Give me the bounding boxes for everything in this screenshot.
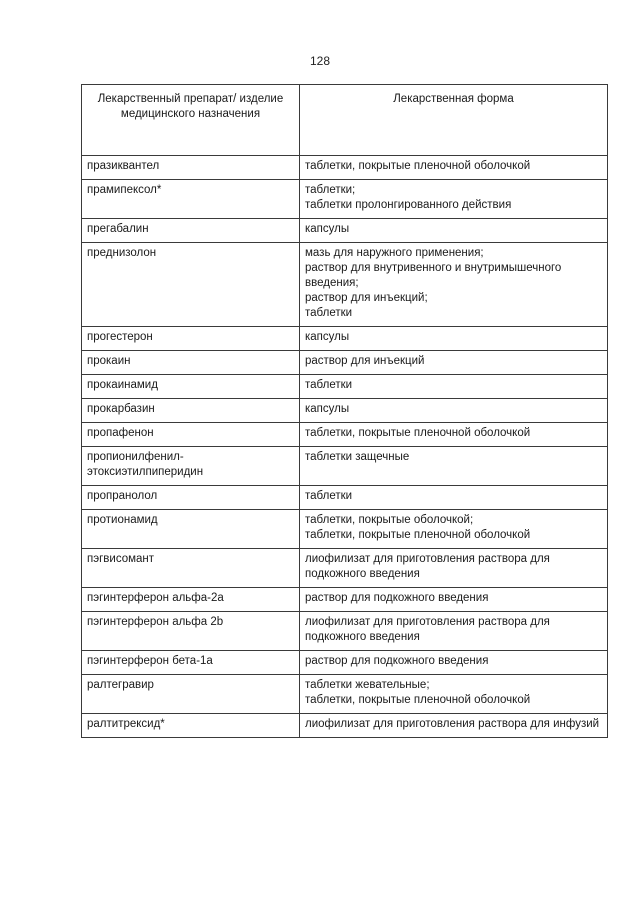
table-row [82, 612, 608, 651]
dosage-form-cell [300, 219, 608, 243]
table-row [82, 351, 608, 375]
dosage-form-cell [300, 714, 608, 738]
header-form: Лекарственная форма [300, 85, 608, 156]
dosage-form-line: таблетки, покрытые пленочной оболочкой [305, 694, 531, 706]
dosage-form-line: таблетки, покрытые пленочной оболочкой [305, 529, 531, 541]
drug-name-cell: ралтитрексид* [82, 714, 300, 738]
table-row [82, 327, 608, 351]
dosage-form-line: таблетки, покрытые пленочной оболочкой [305, 427, 531, 439]
dosage-form-cell [300, 351, 608, 375]
table-body [82, 156, 608, 738]
dosage-form-cell [300, 327, 608, 351]
dosage-form-line: раствор для инъекций [305, 355, 425, 367]
drug-name-cell: ралтегравир [82, 675, 300, 714]
dosage-form-cell [300, 375, 608, 399]
dosage-form-line: раствор для инъекций; [305, 292, 428, 304]
dosage-form-cell [300, 549, 608, 588]
dosage-form-line: лиофилизат для приготовления раствора для подкожного введения [305, 616, 550, 643]
dosage-form-cell [300, 243, 608, 327]
dosage-form-line: капсулы [305, 331, 350, 343]
dosage-form-line: раствор для внутривенного и внутримышечного введения; [305, 262, 562, 289]
header-drug: Лекарственный препарат/ изделие медицинского назначения [82, 85, 300, 156]
dosage-form-line: раствор для подкожного введения [305, 592, 489, 604]
drug-form-table [81, 84, 608, 738]
drug-name-cell: пэгинтерферон бета-1а [82, 651, 300, 675]
drug-name-cell: преднизолон [82, 243, 300, 327]
table-row [82, 219, 608, 243]
table-row [82, 714, 608, 738]
dosage-form-cell [300, 486, 608, 510]
dosage-form-line: лиофилизат для приготовления раствора для подкожного введения [305, 553, 550, 580]
dosage-form-cell [300, 156, 608, 180]
table-row [82, 549, 608, 588]
drug-name-cell: прамипексол* [82, 180, 300, 219]
dosage-form-line: таблетки [305, 307, 353, 319]
drug-name-cell: прокаинамид [82, 375, 300, 399]
drug-name-cell: пропранолол [82, 486, 300, 510]
table-row [82, 423, 608, 447]
table-header-row [82, 85, 608, 156]
dosage-form-cell [300, 612, 608, 651]
table-row [82, 180, 608, 219]
drug-name-cell: протионамид [82, 510, 300, 549]
dosage-form-line: таблетки, покрытые пленочной оболочкой [305, 160, 531, 172]
dosage-form-cell [300, 447, 608, 486]
dosage-form-line: таблетки [305, 490, 353, 502]
dosage-form-line: капсулы [305, 223, 350, 235]
table-row [82, 588, 608, 612]
drug-name-cell: празиквантел [82, 156, 300, 180]
table-row [82, 375, 608, 399]
drug-name-cell: прогестерон [82, 327, 300, 351]
drug-name-cell: пэгвисомант [82, 549, 300, 588]
dosage-form-cell [300, 510, 608, 549]
drug-name-cell: пэгинтерферон альфа 2b [82, 612, 300, 651]
dosage-form-line: капсулы [305, 403, 350, 415]
dosage-form-cell [300, 651, 608, 675]
table-row [82, 675, 608, 714]
dosage-form-line: таблетки жевательные; [305, 679, 430, 691]
dosage-form-cell [300, 399, 608, 423]
dosage-form-line: таблетки; [305, 184, 356, 196]
dosage-form-line: мазь для наружного применения; [305, 247, 484, 259]
dosage-form-cell [300, 423, 608, 447]
table-row [82, 447, 608, 486]
table-row [82, 243, 608, 327]
dosage-form-cell [300, 588, 608, 612]
dosage-form-line: лиофилизат для приготовления раствора для инфузий [305, 718, 600, 730]
dosage-form-line: таблетки, покрытые оболочкой; [305, 514, 474, 526]
drug-name-cell: прокарбазин [82, 399, 300, 423]
dosage-form-line: раствор для подкожного введения [305, 655, 489, 667]
drug-name-cell: пропафенон [82, 423, 300, 447]
drug-name-cell: пропионилфенил-этоксиэтилпиперидин [82, 447, 300, 486]
dosage-form-cell [300, 180, 608, 219]
table-row [82, 399, 608, 423]
table-row [82, 651, 608, 675]
table-row [82, 486, 608, 510]
table-row [82, 156, 608, 180]
dosage-form-cell [300, 675, 608, 714]
drug-name-cell: пэгинтерферон альфа-2а [82, 588, 300, 612]
dosage-form-line: таблетки [305, 379, 353, 391]
table-row [82, 510, 608, 549]
drug-name-cell: прегабалин [82, 219, 300, 243]
page-number: 128 [309, 54, 331, 68]
drug-name-cell: прокаин [82, 351, 300, 375]
dosage-form-line: таблетки защечные [305, 451, 410, 463]
dosage-form-line: таблетки пролонгированного действия [305, 199, 512, 211]
